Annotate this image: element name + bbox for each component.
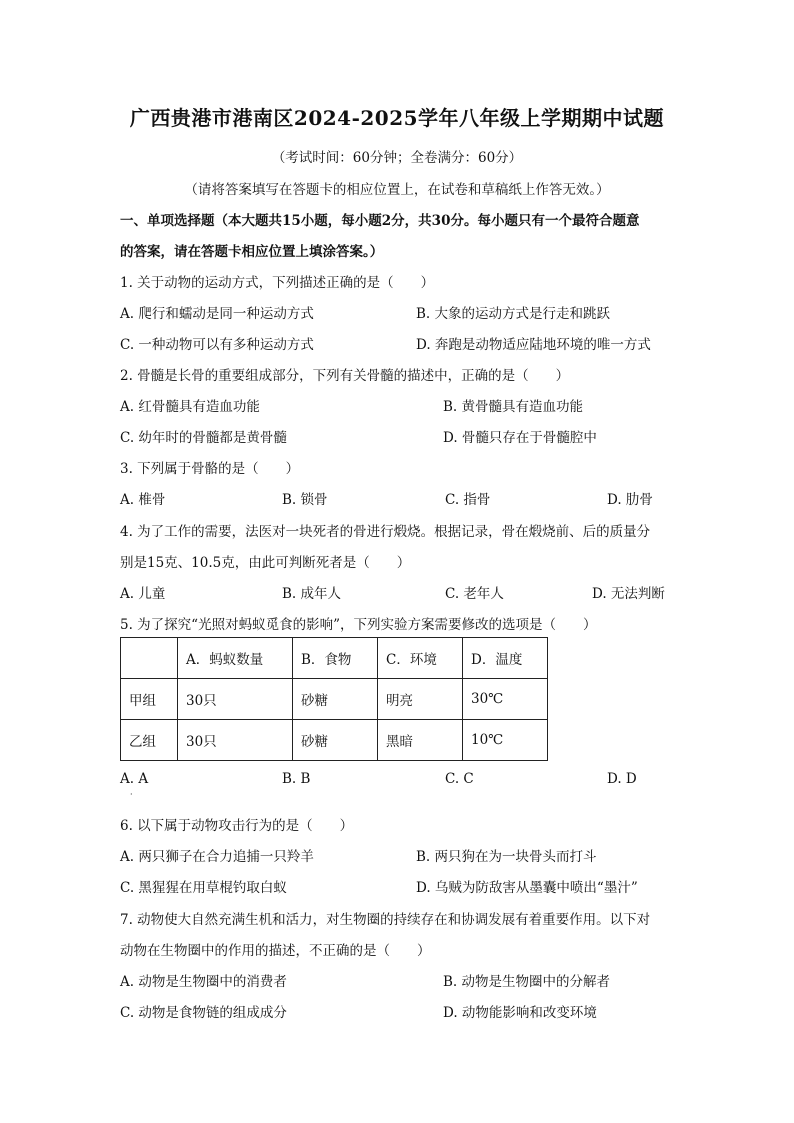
table-cell: B．食物 [293,638,378,679]
table-cell: 乙组 [121,720,178,761]
question-2-stem: 2. 骨髓是长骨的重要组成部分，下列有关骨髓的描述中，正确的是（ ） [120,368,570,384]
table-cell: 甲组 [121,679,178,720]
question-1-stem: 1. 关于动物的运动方式，下列描述正确的是（ ） [120,275,435,291]
question-1-option-b: B. 大象的运动方式是行走和跳跃 [416,306,611,322]
question-2-option-c: C. 幼年时的骨髓都是黄骨髓 [120,430,287,446]
question-7-option-c: C. 动物是食物链的组成成分 [120,1005,287,1021]
question-7-stem-line2: 动物在生物圈中的作用的描述，不正确的是（ ） [120,943,431,959]
question-6-stem: 6. 以下属于动物攻击行为的是（ ） [120,818,354,834]
question-2-option-d: D. 骨髓只存在于骨髓腔中 [443,430,597,446]
exam-time-info: （考试时间：60分钟；全卷满分：60分） [271,150,523,166]
question-4-option-b: B. 成年人 [282,586,342,602]
question-4-option-c: C. 老年人 [445,586,504,602]
question-5-option-b: B. B [282,771,311,787]
question-2-option-a: A. 红骨髓具有造血功能 [120,399,260,415]
exam-instruction: （请将答案填写在答题卡的相应位置上，在试卷和草稿纸上作答无效。） [184,182,610,198]
table-cell: 明亮 [378,679,463,720]
question-7-option-b: B. 动物是生物圈中的分解者 [443,974,611,990]
question-3-stem: 3. 下列属于骨骼的是（ ） [120,461,300,477]
section-heading-line1: 一、单项选择题（本大题共15小题，每小题2分，共30分。每小题只有一个最符合题意 [120,213,640,229]
table-cell: 砂糖 [293,679,378,720]
question-7-option-a: A. 动物是生物圈中的消费者 [120,974,287,990]
question-1-option-c: C. 一种动物可以有多种运动方式 [120,337,314,353]
question-6-option-d: D. 乌贼为防敌害从墨囊中喷出“墨汁” [416,880,638,896]
question-3-option-d: D. 肋骨 [607,492,653,508]
table-cell: 30℃ [463,679,548,720]
table-row [121,720,548,761]
question-4-option-d: D. 无法判断 [592,586,665,602]
table-row [121,679,548,720]
question-3-option-b: B. 锁骨 [282,492,328,508]
table-cell: 10℃ [463,720,548,761]
section-heading-line2: 的答案，请在答题卡相应位置上填涂答案。） [120,244,384,260]
question-6-option-b: B. 两只狗在为一块骨头而打斗 [416,849,597,865]
question-3-option-a: A. 椎骨 [120,492,166,508]
stray-dot: · [130,790,133,799]
question-4-stem-line1: 4. 为了工作的需要，法医对一块死者的骨进行煅烧。根据记录，骨在煅烧前、后的质量分 [120,524,651,540]
question-5-stem: 5. 为了探究“光照对蚂蚁觅食的影响”，下列实验方案需要修改的选项是（ ） [120,617,597,633]
table-cell [121,638,178,679]
question-4-stem-line2: 别是15克、10.5克，由此可判断死者是（ ） [120,555,411,571]
table-cell: D．温度 [463,638,548,679]
table-cell: 黑暗 [378,720,463,761]
question-4-option-a: A. 儿童 [120,586,166,602]
table-cell: A．蚂蚁数量 [178,638,293,679]
question-1-option-d: D. 奔跑是动物适应陆地环境的唯一方式 [416,337,651,353]
question-5-option-d: D. D [607,771,637,787]
question-7-option-d: D. 动物能影响和改变环境 [443,1005,597,1021]
exam-title: 广西贵港市港南区2024-2025学年八年级上学期期中试题 [129,106,665,130]
table-cell: 30只 [178,679,293,720]
question-6-option-a: A. 两只狮子在合力追捕一只羚羊 [120,849,314,865]
table-cell: C．环境 [378,638,463,679]
table-header-row [121,638,548,679]
question-5-table [120,637,548,761]
table-cell: 砂糖 [293,720,378,761]
question-5-option-c: C. C [445,771,474,787]
question-5-option-a: A. A [120,771,149,787]
question-1-option-a: A. 爬行和蠕动是同一种运动方式 [120,306,314,322]
table-cell: 30只 [178,720,293,761]
question-7-stem-line1: 7. 动物使大自然充满生机和活力，对生物圈的持续存在和协调发展有着重要作用。以下对 [120,912,651,928]
question-2-option-b: B. 黄骨髓具有造血功能 [443,399,584,415]
question-3-option-c: C. 指骨 [445,492,491,508]
question-6-option-c: C. 黑猩猩在用草棍钓取白蚁 [120,880,287,896]
